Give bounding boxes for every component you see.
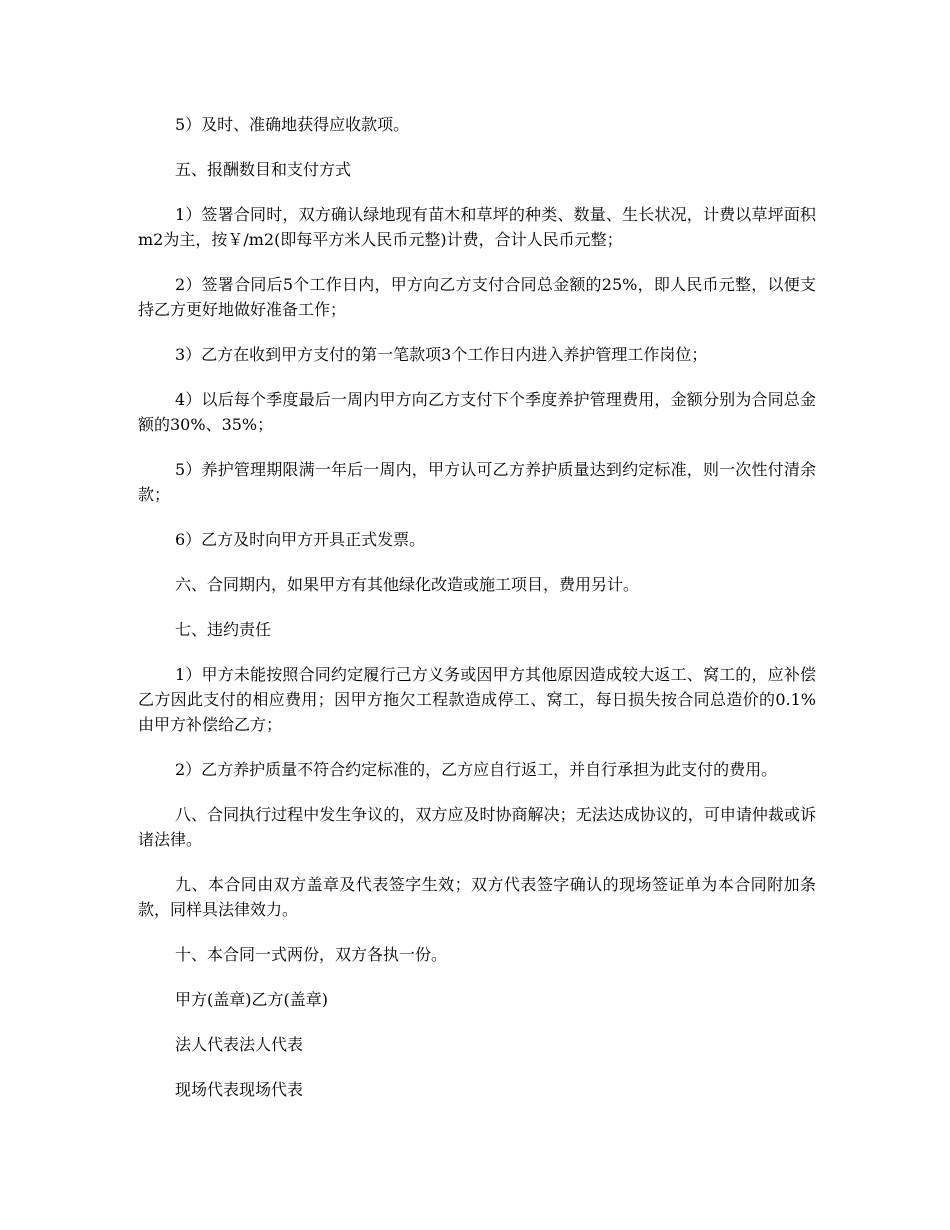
clause-breach-1: 1）甲方未能按照合同约定履行己方义务或因甲方其他原因造成较大返工、窝工的，应补偿乙方因此支付的相应费用；因甲方拖欠工程款造成停工、窝工，每日损失按合同总造价的0.1%由甲方补偿给乙方； <box>138 665 816 734</box>
clause-payment-3: 3）乙方在收到甲方支付的第一笔款项3个工作日内进入养护管理工作岗位； <box>175 345 708 364</box>
section-eight: 八、合同执行过程中发生争议的，双方应及时协商解决；无法达成协议的，可申请仲裁或诉诸法律。 <box>138 805 816 849</box>
clause-payment-receivable: 5）及时、准确地获得应收款项。 <box>175 115 410 134</box>
clause-payment-2: 2）签署合同后5个工作日内，甲方向乙方支付合同总金额的25%，即人民币元整，以便支持乙方更好地做好准备工作； <box>138 275 816 319</box>
clause-payment-1: 1）签署合同时，双方确认绿地现有苗木和草坪的种类、数量、生长状况，计费以草坪面积m2为主，按￥/m2(即每平方米人民币元整)计费，合计人民币元整； <box>138 205 816 249</box>
clause-payment-6: 6）乙方及时向甲方开具正式发票。 <box>175 530 426 549</box>
section-six: 六、合同期内，如果甲方有其他绿化改造或施工项目，费用另计。 <box>175 575 640 594</box>
clause-payment-4: 4）以后每个季度最后一周内甲方向乙方支付下个季度养护管理费用，金额分别为合同总金额的30%、35%； <box>138 390 816 434</box>
section-nine: 九、本合同由双方盖章及代表签字生效；双方代表签字确认的现场签证单为本合同附加条款，同样具法律效力。 <box>138 875 816 919</box>
document-page <box>138 112 816 1122</box>
section-heading-breach: 七、违约责任 <box>175 620 272 639</box>
signature-legal-rep-line: 法人代表法人代表 <box>175 1035 304 1054</box>
signature-site-rep-line: 现场代表现场代表 <box>175 1080 304 1099</box>
clause-breach-2: 2）乙方养护质量不符合约定标准的，乙方应自行返工，并自行承担为此支付的费用。 <box>175 760 778 779</box>
section-ten: 十、本合同一式两份，双方各执一份。 <box>175 945 448 964</box>
signature-seal-line: 甲方(盖章)乙方(盖章) <box>175 990 328 1009</box>
section-heading-remuneration: 五、报酬数目和支付方式 <box>175 160 352 179</box>
clause-payment-5: 5）养护管理期限满一年后一周内，甲方认可乙方养护质量达到约定标准，则一次性付清余款； <box>138 460 816 504</box>
